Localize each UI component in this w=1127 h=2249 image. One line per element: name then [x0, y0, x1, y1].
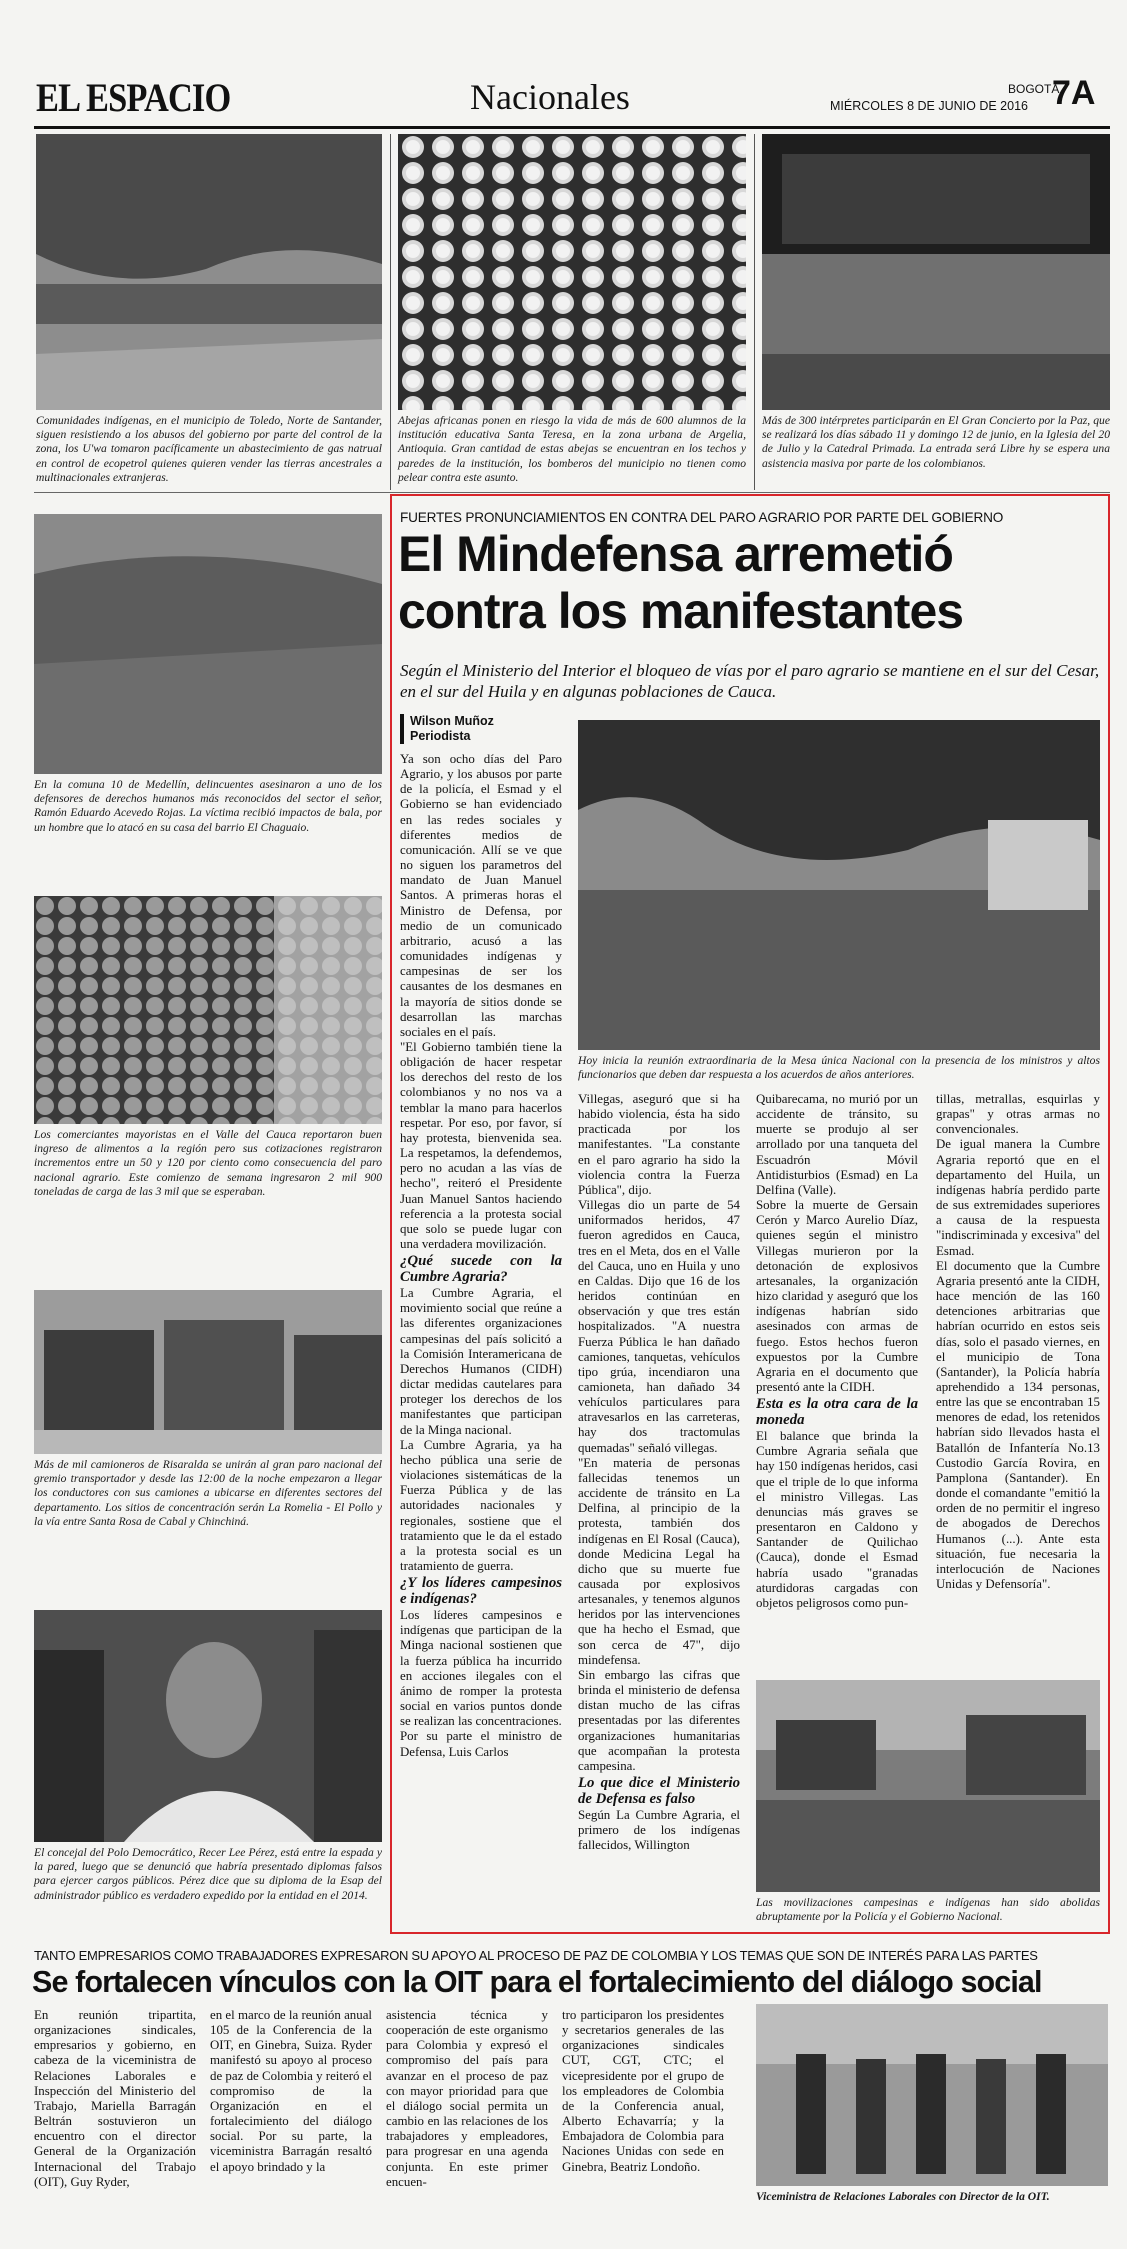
- paragraph: El balance que brinda la Cumbre Agraria señala que hay 150 indígenas heridos, casi que el triple de lo que informa el ministro Villegas. Las denuncias más graves se presentaron en Caldono y Santander de Quilichao (Cauca), donde el Esmad habría usado "granadas aturdidoras cargadas con objetos peligrosos como pun-: [756, 1429, 918, 1610]
- main-column-4: [936, 1092, 1100, 1672]
- caption-bees: Abejas africanas ponen en riesgo la vida de más de 600 alumnos de la institución educativa Santa Teresa, en la zona urbana de Argelia, Antioquia. Gran cantidad de estas abejas se encuentran en los techos y paredes de la institución, los bomberos del municipio no tienen como pelear contra este asunto.: [398, 414, 746, 484]
- page-number: 7A: [1052, 74, 1096, 112]
- date-label: MIÉRCOLES 8 DE JUNIO DE 2016: [830, 99, 1028, 113]
- section-rule: [34, 492, 1110, 493]
- main-kicker: FUERTES PRONUNCIAMIENTOS EN CONTRA DEL PARO AGRARIO POR PARTE DEL GOBIERNO: [400, 510, 1004, 525]
- caption-trucks: Más de mil camioneros de Risaralda se unirán al gran paro nacional del gremio transportador y desde las 12:00 de la noche empezaron a llegar los conductores con sus camiones a ubicarse en diferentes sectores del departamento. Los sitios de concentración serán La Romelia - El Pollo y la vía entre Santa Rosa de Cabal y Chinchiná.: [34, 1458, 382, 1528]
- photo-indigenous-toledo: [36, 134, 382, 410]
- bottom-kicker: TANTO EMPRESARIOS COMO TRABAJADORES EXPRESARON SU APOYO AL PROCESO DE PAZ DE COLOMBIA Y LOS TEMAS QUE SON DE INTERÉS PARA LAS PARTES: [34, 1948, 1038, 1963]
- city-label: BOGOTÁ,: [1008, 82, 1063, 96]
- caption-medellin: En la comuna 10 de Medellín, delincuentes asesinaron a uno de los defensores de derechos humanos más reconocidos del sector el señor, Ramón Eduardo Acevedo Rojas. La víctima recibió impactos de bala, por un hombre que lo atacó en su casa del barrio El Chaguaio.: [34, 778, 382, 834]
- subheading: ¿Y los líderes campesinos e indígenas?: [400, 1575, 562, 1607]
- masthead-rule: [34, 126, 1110, 129]
- main-deck: Según el Ministerio del Interior el bloqueo de vías por el paro agrario se mantiene en el sur del Cesar, en el sur del Huila y en algunas poblaciones de Cauca.: [400, 661, 1100, 701]
- paragraph: "En materia de personas fallecidas tenemos un accidente de tránsito en La Delfina, al principio de la protesta, también dos indígenas en El Rosal (Cauca), donde Medicina Legal ha dicho que su muerte fue causada por explosivos artesanales, y tenemos algunos heridos por las intervenciones que ha hecho el Esmad, que son cerca de 47", dijo mindefensa.: [578, 1455, 740, 1667]
- caption-toledo: Comunidades indígenas, en el municipio de Toledo, Norte de Santander, siguen resistiendo a los abusos del gobierno por parte del control de la zona, los U'wa tomaron pacíficamente un abastecimiento de gas natrual en control de ecopetrol quienes quieren vender las tierras ancestrales a multinacionales extranjeras.: [36, 414, 382, 484]
- photo-concert: [762, 134, 1110, 410]
- author-name: Wilson Muñoz: [410, 714, 494, 728]
- main-headline-line2: contra los manifestantes: [398, 583, 964, 639]
- bottom-column-1: En reunión tripartita, organizaciones sindicales, empresarios y gobierno, en cabeza de la viceministra de Relaciones Laborales e Inspección del Ministerio del Trabajo, Mariella Barragán Beltrán sostuvieron un encuentro con el director General de la Organización Internacional del Trabajo (OIT), Guy Ryder,: [34, 2008, 196, 2189]
- caption-valle: Los comerciantes mayoristas en el Valle del Cauca reportaron buen ingreso de alimentos a la región pero sus cotizaciones registraron incrementos entre un 50 y 120 por ciento como consecuencia del paro nacional agrario. Este comienzo de semana ingresaron 2 mil 900 toneladas de carga de las 3 mil que se esperaban.: [34, 1128, 382, 1198]
- main-headline-line1: El Mindefensa arremetió: [398, 526, 953, 582]
- caption-concert: Más de 300 intérpretes participarán en El Gran Concierto por la Paz, que se realizará los días sábado 11 y domingo 12 de junio, en la Iglesia del 20 de Julio y la Catedral Primada. La entrada será Libre hy se espera una asistencia masiva por parte de los colombianos.: [762, 414, 1110, 470]
- photo-bees-argelia: [398, 134, 746, 410]
- main-column-3: [756, 1092, 918, 1672]
- bottom-column-3: asistencia técnica y cooperación de este organismo para Colombia y expresó el compromiso del país para avanzar en el proceso de paz con mayor prioridad para que el diálogo social permita un cambio en las relaciones de los trabajadores y empleadores, para progresar en una agenda conjunta. En este primer encuen-: [386, 2008, 548, 2189]
- paragraph: Villegas, aseguró que si ha habido violencia, ésta ha sido practicada por los manifestantes. "La constante en el paro agrario ha sido la violencia contra la Fuerza Pública", dijo.: [578, 1092, 740, 1197]
- author-role: Periodista: [410, 729, 471, 743]
- caption-concejal: El concejal del Polo Democrático, Recer Lee Pérez, está entre la espada y la pared, luego que se denunció que habría presentado diplomas falsos para ejercer cargos públicos. Pérez dice que su diploma de la Esap del administrador público es verdadero expedido por la entidad en el 2014.: [34, 1846, 382, 1902]
- bottom-column-4: tro participaron los presidentes y secretarios generales de las organizaciones sindicales CUT, CGT, CTC; el vicepresidente por el grupo de los empleadores de Colombia de la Conferencia anual, Alberto Echavarría; y la Embajadora de Colombia para Naciones Unidas con sede en Ginebra, Beatriz Londoño.: [562, 2008, 724, 2174]
- paragraph: Los líderes campesinos e indígenas que participan de la Minga nacional sostienen que la fuerza pública ha incurrido en acciones ilegales con el ánimo de romper la protesta social en varios puntos donde se realizan las concentraciones.: [400, 1608, 562, 1729]
- paragraph: "El Gobierno también tiene la obligación de hacer respetar los derechos del resto de los colombianos y no nos va a temblar la mano para hacerlos respetar. Por eso, por favor, sí hay protesta, bienvenida sea. La respetamos, la defendemos, pero no acudan a las vías de hecho", reiteró el Presidente Juan Manuel Santos haciendo referencia a la protesta social que solo se puede lugar con una verdadera movilización.: [400, 1039, 562, 1251]
- caption-mesa-unica: Hoy inicia la reunión extraordinaria de la Mesa única Nacional con la presencia de los ministros y altos funcionarios que deben dar respuesta a los acuerdos de años anteriores.: [578, 1054, 1100, 1082]
- photo-concejal: [34, 1610, 382, 1842]
- subheading: ¿Qué sucede con la Cumbre Agraria?: [400, 1253, 562, 1285]
- masthead: [30, 68, 1110, 126]
- paragraph: De igual manera la Cumbre Agraria reportó que en el departamento del Huila, un indígenas habría perdido parte de sus extremidades superiores a causa de la respuesta "indiscriminada y excesiva" del Esmad.: [936, 1137, 1100, 1258]
- section-title: Nacionales: [470, 77, 630, 117]
- bottom-headline: Se fortalecen vínculos con la OIT para el fortalecimiento del diálogo social: [32, 1965, 1042, 1999]
- paragraph: La Cumbre Agraria, ya ha hecho pública una serie de violaciones sistemáticas de la Fuerza Pública y de las autoridades nacionales y regionales, sostiene que el tratamiento que le da el estado a la protesta social es un tratamiento de guerra.: [400, 1437, 562, 1573]
- byline: [400, 714, 580, 744]
- paragraph: El documento que la Cumbre Agraria presentó ante la CIDH, hace mención de las 160 detenciones arbitrarias que habrían ocurrido en estos seis días, solo el pasado viernes, en el municipio de Tona (Santander), la Policía habría aprehendido a 134 personas, entre las que se encontraban 15 menores de edad, los retenidos habrían sido llevados hasta el Batallón de Infantería No.13 Custodio García Rovira, en Pamplona (Santander). En donde el comandante "emitió la orden de no permitir el ingreso de abogados de Derechos Humanos (...). Ante esta situación, fue necesaria la interlocución de Naciones Unidas y Defensoría".: [936, 1258, 1100, 1591]
- photo-medellin: [34, 514, 382, 774]
- paragraph: Quibarecama, no murió por un accidente de tránsito, su muerte se produjo al ser arrollado por una tanqueta del Escuadrón Móvil Antidisturbios (Esmad) en La Delfina (Valle).: [756, 1092, 918, 1197]
- paragraph: Villegas dio un parte de 54 uniformados heridos, 47 fueron agredidos en Cauca, tres en el Meta, dos en el Valle del Cauca, uno en Huila y uno en Caldas. Dijo que 16 de los heridos continúan en observación y que tres están hospitalizados. "A nuestra Fuerza Pública le han dañado camiones, tanquetas, vehículos tipo grúa, incendiaron una camioneta, han dañado 34 vehículos particulares para atravesarlos en las carreteras, hay dos tractomulas quemadas" señaló villegas.: [578, 1198, 740, 1455]
- photo-valle-fruits: [34, 896, 382, 1124]
- photo-movilizaciones: [756, 1680, 1100, 1892]
- subheading: Lo que dice el Ministerio de Defensa es falso: [578, 1775, 740, 1807]
- column-divider: [390, 134, 391, 490]
- column-divider: [754, 134, 755, 490]
- bottom-column-2: en el marco de la reunión anual 105 de la Conferencia de la OIT, en Ginebra, Suiza. Ryder manifestó su apoyo al proceso de paz de Colombia y reiteró el compromiso de la Organización en el fortalecimiento del diálogo social. Por su parte, la viceministra Barragán resaltó el apoyo brindado y la: [210, 2008, 372, 2174]
- main-column-1: [400, 752, 562, 1926]
- paragraph: tillas, metrallas, esquirlas y grapas" y otras armas no convencionales.: [936, 1092, 1100, 1137]
- paragraph: Ya son ocho días del Paro Agrario, y los abusos por parte de la policía, el Esmad y el Gobierno se han evidenciado en las redes sociales y diferentes medios de comunicación. Allí se ve que no siguen los parametros del mandato de Juan Manuel Santos. A primeras horas el Ministro de Defensa, por medio de un comunicado arbitrario, acusó a las comunidades indígenas y campesinas de ser los causantes de los desmanes en la mayoría de sitios donde se desarrollan las marchas sociales en el país.: [400, 752, 562, 1039]
- paper-name: EL ESPACIO: [36, 75, 231, 120]
- caption-oit: Viceministra de Relaciones Laborales con Director de la OIT.: [756, 2190, 1050, 2203]
- paragraph: Según La Cumbre Agraria, el primero de los indígenas fallecidos, Willington: [578, 1808, 740, 1853]
- paragraph: Sobre la muerte de Gersain Cerón y Marco Aurelio Díaz, quienes según el ministro Villegas murieron por la detonación de explosivos artesanales, la organización hizo claridad y aseguró que los indígenas habrían sido asesinados con armas de fuego. Estos hechos fueron expuestos por la Cumbre Agraria en el documento que presentó ante la CIDH.: [756, 1198, 918, 1394]
- paragraph: La Cumbre Agraria, el movimiento social que reúne a las diferentes organizaciones campesinas del país solicitó a la Comisión Interamericana de Derechos Humanos (CIDH) dictar medidas cautelares para proteger los derechos de los manifestantes que participan de la Minga nacional.: [400, 1286, 562, 1437]
- subheading: Esta es la otra cara de la moneda: [756, 1396, 918, 1428]
- photo-mesa-unica: [578, 720, 1100, 1050]
- photo-trucks: [34, 1290, 382, 1454]
- main-column-2: [578, 1092, 740, 1926]
- caption-movilizaciones: Las movilizaciones campesinas e indígenas han sido abolidas abruptamente por la Policía y el Gobierno Nacional.: [756, 1896, 1100, 1924]
- photo-oit-meeting: [756, 2004, 1108, 2186]
- paragraph: Sin embargo las cifras que brinda el ministerio de defensa distan mucho de las cifras presentadas por las diferentes organizaciones humanitarias que acompañan la protesta campesina.: [578, 1667, 740, 1773]
- paragraph: Por su parte el ministro de Defensa, Luis Carlos: [400, 1729, 562, 1759]
